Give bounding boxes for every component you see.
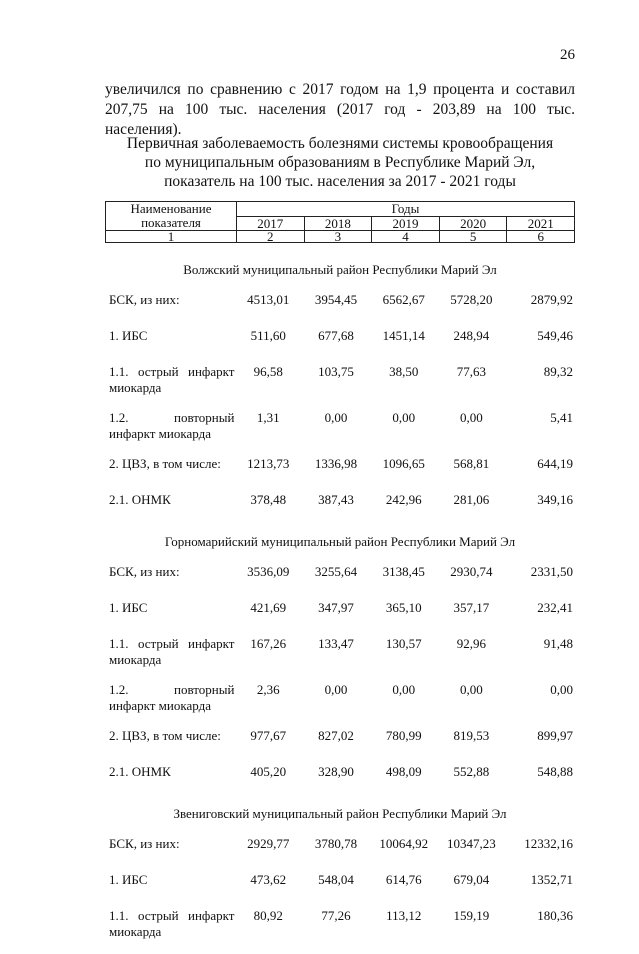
value-cell: 232,41 <box>537 600 573 615</box>
value-cell: 0,00 <box>392 410 416 425</box>
indicator-name: БСК, из них: <box>109 564 180 579</box>
value-cell: 5,41 <box>550 410 573 425</box>
title-line: показатель на 100 тыс. населения за 2017 - 2021 годы <box>164 173 516 190</box>
column-number: 3 <box>304 231 372 243</box>
year-header: 2017 <box>237 216 305 231</box>
value-cell: 6562,67 <box>382 292 425 307</box>
value-cell: 780,99 <box>385 728 422 743</box>
value-cell: 819,53 <box>453 728 490 743</box>
value-cell: 2930,74 <box>450 564 493 579</box>
value-cell: 91,48 <box>543 636 573 651</box>
value-cell: 77,26 <box>321 908 351 923</box>
value-cell: 159,19 <box>453 908 490 923</box>
column-number: 5 <box>439 231 507 243</box>
value-cell: 387,43 <box>318 492 354 507</box>
year-header: 2020 <box>439 216 507 231</box>
column-number: 2 <box>237 231 305 243</box>
value-cell: 548,04 <box>318 872 354 887</box>
value-cell: 12332,16 <box>524 836 573 851</box>
value-cell: 1352,71 <box>530 872 573 887</box>
table-row <box>105 328 575 364</box>
value-cell: 3255,64 <box>314 564 358 579</box>
value-cell: 4513,01 <box>247 292 290 307</box>
indicator-name: БСК, из них: <box>109 836 180 851</box>
value-cell: 133,47 <box>318 636 354 651</box>
year-header: 2021 <box>507 216 575 231</box>
indicator-name: 1.2. повторный инфаркт миокарда <box>109 682 235 713</box>
value-cell: 347,97 <box>318 600 354 615</box>
value-cell: 548,88 <box>537 764 573 779</box>
indicator-name: 1. ИБС <box>109 600 148 615</box>
table-body <box>105 256 575 954</box>
value-cell: 5728,20 <box>450 292 493 307</box>
indicator-name: 1. ИБС <box>109 872 148 887</box>
value-cell: 473,62 <box>250 872 287 887</box>
indicator-name: 2.1. ОНМК <box>109 764 171 779</box>
value-cell: 405,20 <box>250 764 287 779</box>
value-cell: 3138,45 <box>382 564 425 579</box>
value-cell: 103,75 <box>318 364 354 379</box>
table-row <box>105 728 575 764</box>
indicator-name: 2.1. ОНМК <box>109 492 171 507</box>
value-cell: 677,68 <box>318 328 354 343</box>
value-cell: 827,02 <box>318 728 354 743</box>
value-cell: 167,26 <box>250 636 287 651</box>
table-row <box>105 764 575 800</box>
table-row <box>105 682 575 728</box>
name-column-header: Наименование показателя <box>106 202 237 231</box>
region-title: Волжский муниципальный район Республики Марий Эл <box>183 262 497 277</box>
table-row <box>105 292 575 328</box>
table-title <box>105 134 575 191</box>
indicator-name: 2. ЦВЗ, в том числе: <box>109 728 221 743</box>
title-line: Первичная заболеваемость болезнями системы кровообращения <box>126 135 554 152</box>
table-row <box>105 908 575 954</box>
value-cell: 96,58 <box>253 364 283 379</box>
table-row <box>105 456 575 492</box>
table-row <box>105 836 575 872</box>
value-cell: 80,92 <box>253 908 283 923</box>
value-cell: 421,69 <box>250 600 287 615</box>
value-cell: 378,48 <box>250 492 287 507</box>
value-cell: 92,96 <box>456 636 487 651</box>
value-cell: 0,00 <box>324 410 348 425</box>
value-cell: 113,12 <box>386 908 422 923</box>
value-cell: 2331,50 <box>530 564 573 579</box>
value-cell: 77,63 <box>456 364 487 379</box>
column-number: 1 <box>106 231 237 243</box>
value-cell: 0,00 <box>324 682 348 697</box>
indicator-name: БСК, из них: <box>109 292 180 307</box>
value-cell: 679,04 <box>453 872 490 887</box>
table-row <box>105 600 575 636</box>
value-cell: 130,57 <box>385 636 422 651</box>
table-row <box>105 410 575 456</box>
region-title: Горномарийский муниципальный район Республики Марий Эл <box>164 534 516 549</box>
value-cell: 365,10 <box>385 600 422 615</box>
year-header: 2019 <box>372 216 440 231</box>
years-header: Годы <box>237 202 575 217</box>
year-header: 2018 <box>304 216 372 231</box>
page-number: 26 <box>560 47 575 63</box>
value-cell: 2879,92 <box>530 292 573 307</box>
table-row <box>105 636 575 682</box>
value-cell: 1,31 <box>256 410 280 425</box>
table-row <box>105 492 575 528</box>
table-row <box>105 564 575 600</box>
table-header <box>105 201 575 243</box>
value-cell: 549,46 <box>537 328 573 343</box>
title-line: по муниципальным образованиям в Республике Марий Эл, <box>144 154 536 171</box>
value-cell: 614,76 <box>385 872 422 887</box>
value-cell: 552,88 <box>453 764 490 779</box>
value-cell: 3954,45 <box>314 292 358 307</box>
table-row <box>105 364 575 410</box>
value-cell: 2,36 <box>256 682 280 697</box>
column-number: 4 <box>372 231 440 243</box>
indicator-name: 1. ИБС <box>109 328 148 343</box>
indicator-name: 1.1. острый инфаркт миокарда <box>109 908 235 939</box>
indicator-name: 1.2. повторный инфаркт миокарда <box>109 410 235 441</box>
indicator-name: 2. ЦВЗ, в том числе: <box>109 456 221 471</box>
value-cell: 977,67 <box>250 728 287 743</box>
value-cell: 498,09 <box>385 764 422 779</box>
value-cell: 2929,77 <box>247 836 290 851</box>
value-cell: 281,06 <box>453 492 490 507</box>
value-cell: 357,17 <box>453 600 490 615</box>
value-cell: 3780,78 <box>314 836 358 851</box>
value-cell: 0,00 <box>460 410 483 425</box>
value-cell: 248,94 <box>453 328 490 343</box>
table-row <box>105 872 575 908</box>
indicator-name: 1.1. острый инфаркт миокарда <box>109 636 235 667</box>
region-title: Звениговский муниципальный район Республики Марий Эл <box>173 806 507 821</box>
value-cell: 0,00 <box>392 682 416 697</box>
value-cell: 38,50 <box>389 364 419 379</box>
value-cell: 1096,65 <box>382 456 425 471</box>
value-cell: 242,96 <box>385 492 422 507</box>
value-cell: 568,81 <box>453 456 490 471</box>
intro-paragraph <box>105 80 575 140</box>
value-cell: 10347,23 <box>447 836 496 851</box>
value-cell: 1451,14 <box>382 328 425 343</box>
value-cell: 1213,73 <box>247 456 290 471</box>
value-cell: 1336,98 <box>314 456 358 471</box>
value-cell: 511,60 <box>250 328 286 343</box>
value-cell: 89,32 <box>543 364 573 379</box>
value-cell: 899,97 <box>537 728 573 743</box>
value-cell: 10064,92 <box>379 836 429 851</box>
value-cell: 0,00 <box>550 682 573 697</box>
value-cell: 644,19 <box>537 456 573 471</box>
value-cell: 3536,09 <box>247 564 290 579</box>
value-cell: 180,36 <box>537 908 573 923</box>
value-cell: 0,00 <box>460 682 483 697</box>
indicator-name: 1.1. острый инфаркт миокарда <box>109 364 235 395</box>
intro-text: увеличился по сравнению с 2017 годом на 1,9 процента и составил 207,75 на 100 тыс. населения (2017 год - 203,89 на 100 тыс. населения). <box>105 81 575 138</box>
value-cell: 349,16 <box>537 492 573 507</box>
value-cell: 328,90 <box>318 764 354 779</box>
column-number: 6 <box>507 231 575 243</box>
